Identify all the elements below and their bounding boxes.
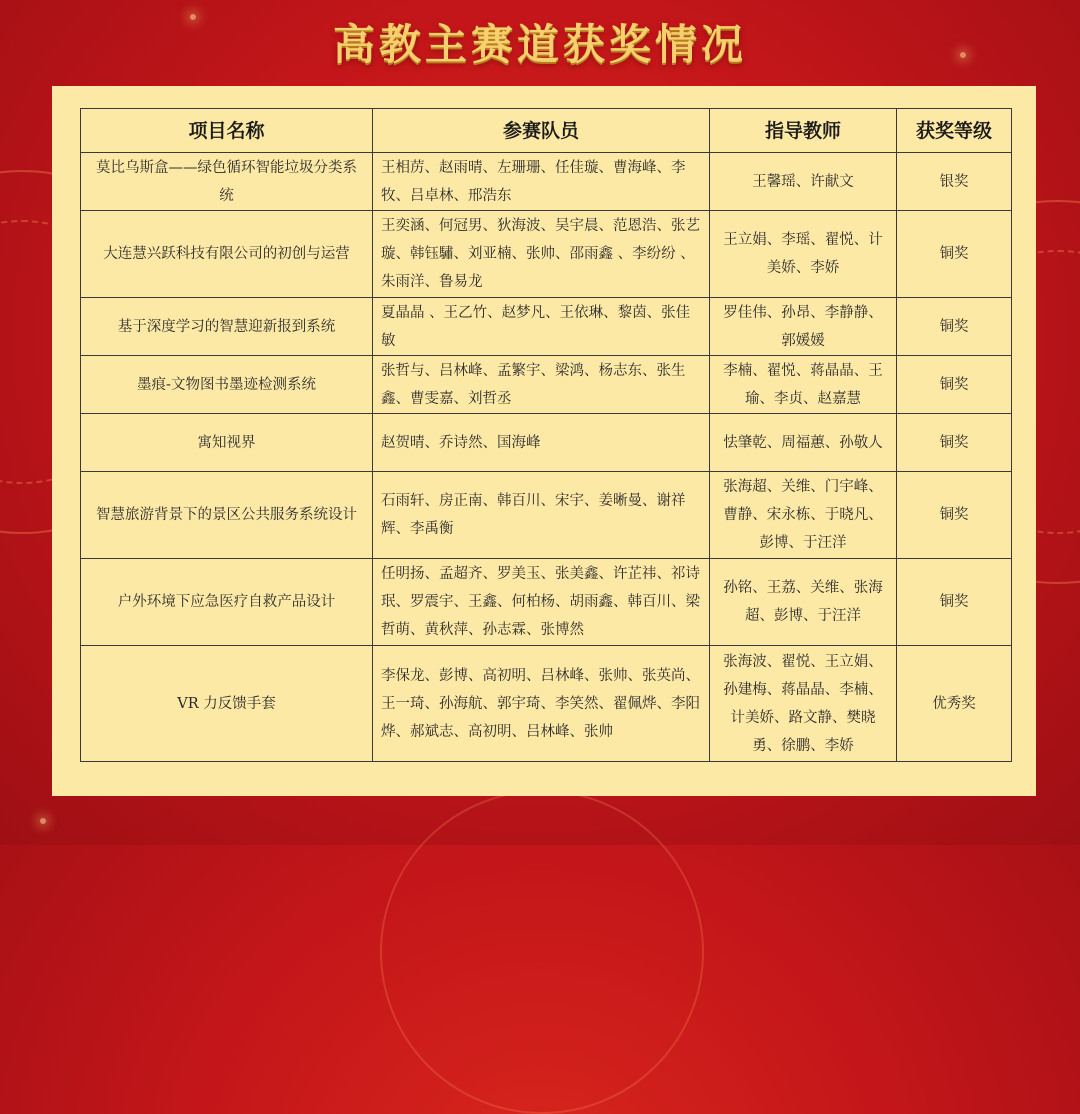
page-title: 高教主赛道获奖情况 — [332, 20, 747, 69]
members-cell: 石雨轩、房正南、韩百川、宋宇、姜晰曼、谢祥辉、李禹衡 — [373, 472, 710, 559]
table-row — [81, 211, 1012, 298]
award-cell: 铜奖 — [897, 559, 1012, 646]
members-cell: 赵贺晴、乔诗然、国海峰 — [373, 414, 710, 472]
project-cell: 莫比乌斯盒——绿色循环智能垃圾分类系统 — [81, 153, 373, 211]
header-members: 参赛队员 — [373, 109, 710, 153]
project-cell: 墨痕-文物图书墨迹检测系统 — [81, 356, 373, 414]
award-cell: 银奖 — [897, 153, 1012, 211]
award-cell: 铜奖 — [897, 211, 1012, 298]
award-cell: 铜奖 — [897, 298, 1012, 356]
advisors-cell: 王馨瑶、许献文 — [710, 153, 897, 211]
members-cell: 王奕涵、何冠男、狄海波、吴宇晨、范恩浩、张艺璇、韩钰驌、刘亚楠、张帅、邵雨鑫 、李纷纷 、朱雨洋、鲁易龙 — [373, 211, 710, 298]
project-cell: 寓知视界 — [81, 414, 373, 472]
table-row — [81, 356, 1012, 414]
header-award: 获奖等级 — [897, 109, 1012, 153]
project-cell: 智慧旅游背景下的景区公共服务系统设计 — [81, 472, 373, 559]
sparkle-decoration — [40, 818, 46, 824]
table-row — [81, 472, 1012, 559]
table-row — [81, 559, 1012, 646]
project-cell: 大连慧兴跃科技有限公司的初创与运营 — [81, 211, 373, 298]
members-cell: 任明扬、孟超齐、罗美玉、张美鑫、许芷祎、祁诗珉、罗震宇、王鑫、何柏杨、胡雨鑫、韩百川、梁哲萌、黄秋萍、孙志霖、张博然 — [373, 559, 710, 646]
table-row — [81, 414, 1012, 472]
members-cell: 夏晶晶 、王乙竹、赵梦凡、王依琳、黎茵、张佳敏 — [373, 298, 710, 356]
advisors-cell: 罗佳伟、孙昂、李静静、郭媛媛 — [710, 298, 897, 356]
award-cell: 铜奖 — [897, 414, 1012, 472]
advisors-cell: 张海超、关维、门宇峰、曹静、宋永栋、于晓凡、彭博、于汪洋 — [710, 472, 897, 559]
award-cell: 铜奖 — [897, 356, 1012, 414]
awards-table — [80, 108, 1012, 762]
project-cell: VR 力反馈手套 — [81, 646, 373, 762]
members-cell: 李保龙、彭博、高初明、吕林峰、张帅、张英尚、王一琦、孙海航、郭宇琦、李笑然、翟佩烨、李阳烨、郝斌志、高初明、吕林峰、张帅 — [373, 646, 710, 762]
table-header-row — [81, 109, 1012, 153]
advisors-cell: 李楠、翟悦、蒋晶晶、王瑜、李贞、赵嘉慧 — [710, 356, 897, 414]
table-row — [81, 153, 1012, 211]
award-cell: 铜奖 — [897, 472, 1012, 559]
advisors-cell: 孙铭、王荔、关维、张海超、彭博、于汪洋 — [710, 559, 897, 646]
advisors-cell: 怯肇乾、周福蕙、孙敬人 — [710, 414, 897, 472]
members-cell: 王相苈、赵雨晴、左珊珊、任佳璇、曹海峰、李牧、吕卓林、邢浩东 — [373, 153, 710, 211]
project-cell: 基于深度学习的智慧迎新报到系统 — [81, 298, 373, 356]
advisors-cell: 张海波、翟悦、王立娟、孙建梅、蒋晶晶、李楠、计美娇、路文静、樊晓勇、徐鹏、李娇 — [710, 646, 897, 762]
awards-panel — [52, 86, 1036, 796]
table-row — [81, 646, 1012, 762]
header-advisors: 指导教师 — [710, 109, 897, 153]
header-project: 项目名称 — [81, 109, 373, 153]
award-cell: 优秀奖 — [897, 646, 1012, 762]
table-row — [81, 298, 1012, 356]
members-cell: 张哲与、吕林峰、孟繁宇、梁鸿、杨志东、张生鑫、曹雯嘉、刘哲丞 — [373, 356, 710, 414]
advisors-cell: 王立娟、李瑶、翟悦、计美娇、李娇 — [710, 211, 897, 298]
decorative-ring — [380, 790, 704, 1114]
project-cell: 户外环境下应急医疗自救产品设计 — [81, 559, 373, 646]
